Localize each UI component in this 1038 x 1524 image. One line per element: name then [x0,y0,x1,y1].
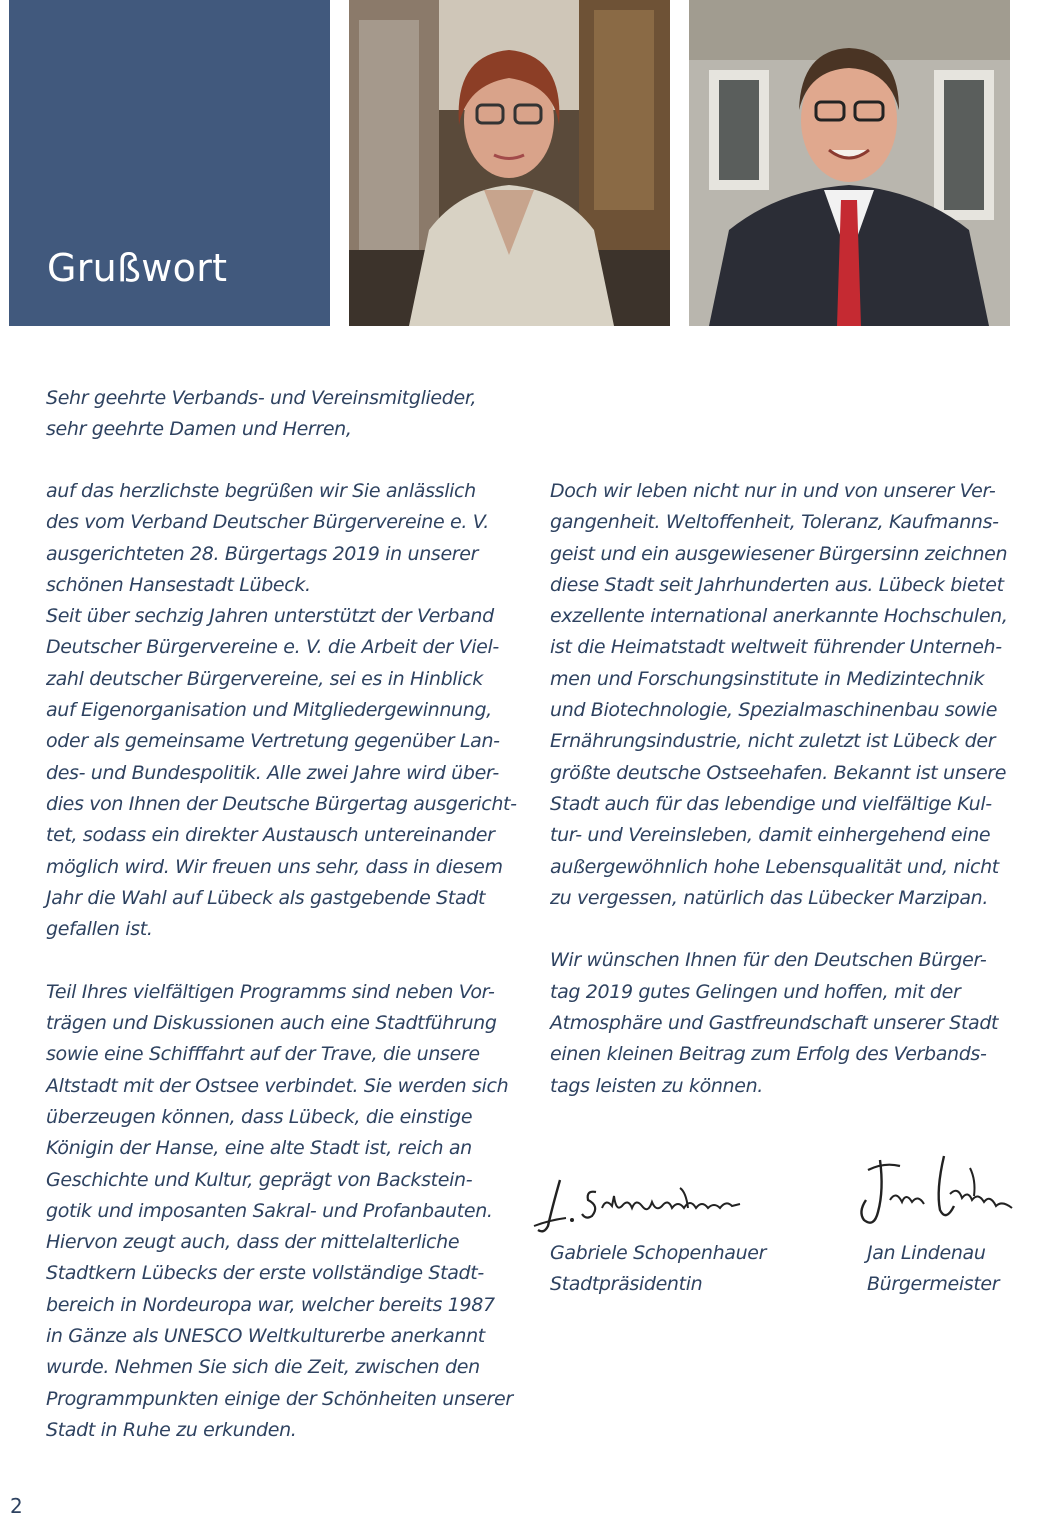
text-line: diese Stadt seit Jahrhunderten aus. Lübeck bietet [550,573,1004,596]
handwritten-signature-icon [840,1150,1020,1238]
signature-block-left [530,1168,790,1300]
text-line: gangenheit. Weltoffenheit, Toleranz, Kaufmanns- [550,511,999,534]
text-line: Atmosphäre und Gastfreundschaft unserer Stadt [550,1012,999,1035]
text-line: Stadt in Ruhe zu erkunden. [46,1418,297,1441]
text-line: auf das herzlichste begrüßen wir Sie anlässlich [46,480,476,502]
salutation-line: sehr geehrte Damen und Herren, [46,418,352,441]
text-line: auf Eigenorganisation und Mitgliedergewinnung, [46,699,492,722]
text-line: zu vergessen, natürlich das Lübecker Marzipan. [550,886,989,909]
text-line: exzellente international anerkannte Hochschulen, [550,605,1008,628]
text-line: Altstadt mit der Ostsee verbindet. Sie werden sich [46,1074,509,1097]
text-line: tags leisten zu können. [550,1074,763,1097]
text-line: sowie eine Schifffahrt auf der Trave, die unsere [46,1043,480,1066]
paragraph [46,977,526,1446]
text-line: gotik und imposanten Sakral- und Profanbauten. [46,1199,493,1222]
text-line: größte deutsche Ostseehafen. Bekannt ist unsere [550,761,1007,784]
text-line: tet, sodass ein direkter Austausch untereinander [46,824,495,847]
portrait-man-photo [689,0,1010,326]
right-text-column [550,476,1020,1133]
text-line: Königin der Hanse, eine alte Stadt ist, reich an [46,1137,472,1160]
text-line: Ernährungsindustrie, nicht zuletzt ist Lübeck der [550,730,996,753]
text-line: zahl deutscher Bürgervereine, sei es in Hinblick [46,667,483,690]
text-line: geist und ein ausgewiesener Bürgersinn zeichnen [550,542,1008,565]
text-line: Seit über sechzig Jahren unterstützt der Verband [46,605,494,628]
text-line: Geschichte und Kultur, geprägt von Backstein- [46,1168,473,1191]
paragraph [550,945,1020,1101]
signature-block-right [840,1150,1020,1300]
title-banner [9,0,330,326]
text-line: Jahr die Wahl auf Lübeck als gastgebende Stadt [46,886,486,909]
text-line: dies von Ihnen der Deutsche Bürgertag ausgericht- [46,792,517,815]
text-line: Hiervon zeugt auch, dass der mittelalterliche [46,1231,460,1254]
text-line: tur- und Vereinsleben, damit einhergehend eine [550,824,991,847]
text-line: trägen und Diskussionen auch eine Stadtführung [46,1012,497,1035]
text-line: tag 2019 gutes Gelingen und hoffen, mit der [550,980,961,1003]
text-line: Teil Ihres vielfältigen Programms sind neben Vor- [46,980,495,1003]
text-line: und Biotechnologie, Spezialmaschinenbau sowie [550,699,998,722]
paragraph [550,476,1020,914]
text-line: schönen Hansestadt Lübeck. [46,573,311,596]
text-line: überzeugen können, dass Lübeck, die einstige [46,1105,473,1128]
text-line: in Gänze als UNESCO Weltkulturerbe anerkannt [46,1325,485,1348]
paragraph [46,476,526,945]
signatory-name: Gabriele Schopenhauer [550,1242,767,1264]
text-line: gefallen ist. [46,918,153,941]
signatory-name: Jan Lindenau [867,1242,986,1264]
portrait-woman-photo [349,0,670,326]
signatory-role: Stadtpräsidentin [550,1273,703,1295]
text-line: Deutscher Bürgervereine e. V. die Arbeit der Viel- [46,636,499,659]
text-line: ist die Heimatstadt weltweit führender Unterneh- [550,636,1002,659]
signatory-role: Bürgermeister [867,1273,1000,1295]
left-text-column [46,476,526,1478]
text-line: Programmpunkten einige der Schönheiten unserer [46,1387,513,1410]
text-line: Stadt auch für das lebendige und vielfältige Kul- [550,792,992,815]
text-line: außergewöhnlich hohe Lebensqualität und, nicht [550,855,999,878]
handwritten-signature-icon [530,1168,790,1238]
text-line: Stadtkern Lübecks der erste vollständige Stadt- [46,1262,484,1285]
text-line: Wir wünschen Ihnen für den Deutschen Bürger- [550,949,987,972]
text-line: Doch wir leben nicht nur in und von unserer Ver- [550,480,996,502]
page-number: 2 [10,1494,23,1518]
text-line: bereich in Nordeuropa war, welcher bereits 1987 [46,1293,495,1316]
text-line: des vom Verband Deutscher Bürgervereine e. V. [46,511,489,534]
page-title: Grußwort [47,246,228,290]
text-line: ausgerichteten 28. Bürgertags 2019 in unserer [46,542,479,565]
text-line: einen kleinen Beitrag zum Erfolg des Verbands- [550,1043,987,1066]
salutation [46,383,526,446]
text-line: möglich wird. Wir freuen uns sehr, dass in diesem [46,855,503,878]
text-line: men und Forschungsinstitute in Medizintechnik [550,667,985,690]
text-line: oder als gemeinsame Vertretung gegenüber Lan- [46,730,500,753]
text-line: wurde. Nehmen Sie sich die Zeit, zwischen den [46,1356,480,1379]
text-line: des- und Bundespolitik. Alle zwei Jahre wird über- [46,761,499,784]
salutation-line: Sehr geehrte Verbands- und Vereinsmitglieder, [46,387,477,409]
